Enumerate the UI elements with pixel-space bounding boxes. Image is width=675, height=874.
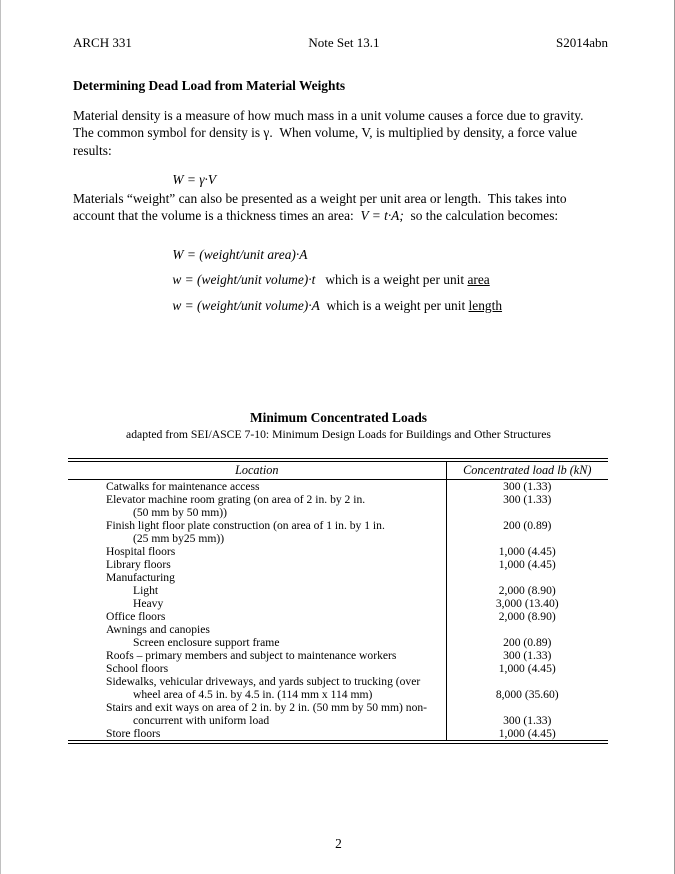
table-row	[68, 597, 608, 610]
load-value-cell: 1,000 (4.45)	[498, 662, 556, 675]
text-segment: so the calculation becomes:	[403, 208, 559, 224]
table-header-row	[68, 462, 608, 480]
table-row	[68, 714, 608, 727]
load-value-cell: 300 (1.33)	[503, 480, 552, 493]
formula-caption: which is a weight per unit	[319, 298, 469, 313]
text-line: The common symbol for density is γ. When volume, V, is multiplied by density, a force value	[73, 125, 578, 141]
location-cell: School floors	[68, 662, 446, 675]
formula-caption-underline: length	[468, 298, 503, 313]
concentrated-loads-rows	[68, 480, 608, 741]
page-header	[73, 36, 608, 50]
column-header-load: Concentrated load lb (kN)	[446, 462, 608, 480]
location-cell: Manufacturing	[68, 571, 446, 584]
location-cell: Catwalks for maintenance access	[68, 480, 446, 494]
location-cell: Store floors	[68, 727, 446, 740]
location-cell: Sidewalks, vehicular driveways, and yards subject to trucking (over	[68, 675, 446, 688]
load-value-cell: 3,000 (13.40)	[495, 597, 559, 610]
table-row	[68, 506, 608, 519]
load-value-cell: 200 (0.89)	[503, 519, 552, 532]
text-line	[73, 207, 567, 224]
formula-math: w = (weight/unit volume)·t	[172, 272, 316, 287]
location-cell: Screen enclosure support frame	[68, 636, 446, 649]
table-row	[68, 701, 608, 714]
location-cell: Heavy	[68, 597, 446, 610]
table-row	[68, 727, 608, 740]
text-segment: account that the volume is a thickness times an area:	[73, 208, 361, 224]
load-value-cell: 300 (1.33)	[503, 649, 552, 662]
load-value-cell: 200 (0.89)	[503, 636, 552, 649]
load-value-cell: 300 (1.33)	[503, 493, 552, 506]
location-cell: wheel area of 4.5 in. by 4.5 in. (114 mm x 114 mm)	[68, 688, 446, 701]
formula-math: W = (weight/unit area)·A	[172, 247, 308, 262]
text-line: Material density is a measure of how much mass in a unit volume causes a force due to gravity.	[73, 108, 584, 123]
inline-formula-volume: V = t·A;	[360, 208, 404, 224]
table-row	[68, 532, 608, 545]
load-value-cell	[446, 571, 608, 584]
location-cell: Library floors	[68, 558, 446, 571]
location-cell: Elevator machine room grating (on area of 2 in. by 2 in.	[68, 493, 446, 506]
header-course-code: ARCH 331	[73, 35, 132, 50]
load-value-cell: 300 (1.33)	[503, 714, 552, 727]
table-row	[68, 675, 608, 688]
location-cell: (50 mm by 50 mm))	[68, 506, 446, 519]
table-title: Minimum Concentrated Loads	[249, 410, 428, 425]
location-cell: Light	[68, 584, 446, 597]
formula-math: w = (weight/unit volume)·A	[172, 298, 320, 313]
table-row	[68, 649, 608, 662]
text-line: results:	[73, 142, 112, 158]
formula-caption: which is a weight per unit	[315, 272, 468, 287]
location-cell: (25 mm by25 mm))	[68, 532, 446, 545]
location-cell: Hospital floors	[68, 545, 446, 558]
section-heading: Determining Dead Load from Material Weights	[73, 78, 346, 93]
location-cell: concurrent with uniform load	[68, 714, 446, 727]
load-value-cell: 8,000 (35.60)	[495, 688, 559, 701]
location-cell: Roofs – primary members and subject to maintenance workers	[68, 649, 446, 662]
table-subtitle: adapted from SEI/ASCE 7-10: Minimum Design Loads for Buildings and Other Structures	[126, 428, 551, 441]
column-header-location: Location	[68, 462, 446, 480]
location-cell: Office floors	[68, 610, 446, 623]
table-row	[68, 584, 608, 597]
table-row	[68, 558, 608, 571]
load-value-cell	[446, 506, 608, 519]
header-term-code: S2014abn	[555, 35, 608, 50]
load-value-cell: 1,000 (4.45)	[498, 545, 556, 558]
table-row	[68, 493, 608, 506]
load-value-cell: 1,000 (4.45)	[498, 558, 556, 571]
formula-weight-per-length	[159, 282, 502, 330]
table-row	[68, 623, 608, 636]
table-row	[68, 519, 608, 532]
formula-caption-underline: area	[467, 272, 490, 287]
table-row	[68, 688, 608, 701]
table-row	[68, 545, 608, 558]
load-value-cell: 1,000 (4.45)	[498, 727, 556, 740]
load-value-cell	[446, 532, 608, 545]
location-cell: Stairs and exit ways on area of 2 in. by 2 in. (50 mm by 50 mm) non-	[68, 701, 446, 714]
load-value-cell: 2,000 (8.90)	[498, 584, 556, 597]
concentrated-loads-table	[68, 458, 608, 744]
table-row	[68, 610, 608, 623]
location-cell: Finish light floor plate construction (on area of 1 in. by 1 in.	[68, 519, 446, 532]
text-line: Materials “weight” can also be presented as a weight per unit area or length. This takes into	[73, 191, 567, 206]
header-note-set: Note Set 13.1	[308, 35, 380, 50]
load-value-cell	[446, 675, 608, 688]
table-row	[68, 662, 608, 675]
table-row	[68, 480, 608, 494]
paragraph-weight	[73, 190, 567, 225]
table-row	[68, 636, 608, 649]
paragraph-density	[73, 107, 583, 159]
load-value-cell: 2,000 (8.90)	[498, 610, 556, 623]
formula-math: W = γ·V	[172, 172, 217, 187]
page-number: 2	[335, 836, 342, 851]
table-row	[68, 571, 608, 584]
load-value-cell	[446, 701, 608, 714]
table-bottom-rule	[68, 740, 608, 744]
location-cell: Awnings and canopies	[68, 623, 446, 636]
load-value-cell	[446, 623, 608, 636]
